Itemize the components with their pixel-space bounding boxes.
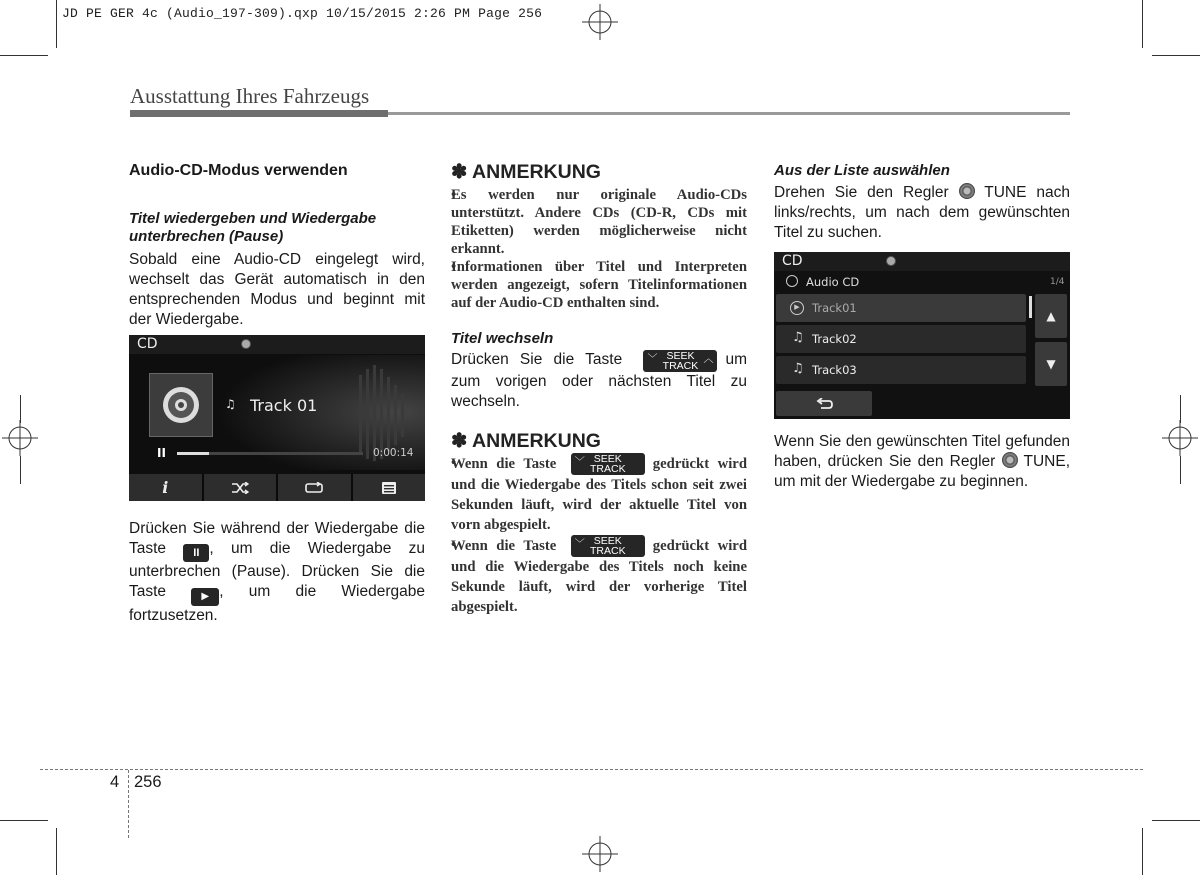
intro-paragraph: Sobald eine Audio-CD eingelegt wird, wechselt das Gerät automatisch in den entsprechenden Modus und beginnt mit der Wiedergabe. — [129, 251, 425, 328]
column-left — [129, 162, 425, 330]
seek-track-down-key-icon: ﹀ SEEK TRACK — [571, 453, 645, 475]
tune-knob-icon — [1002, 452, 1018, 468]
play-key-icon: ▶ — [191, 588, 219, 606]
change-track-paragraph — [451, 350, 747, 412]
album-art — [149, 373, 213, 437]
note-text: Wenn die Taste — [451, 538, 557, 554]
header-rule-accent — [130, 110, 388, 117]
disc-status-icon — [241, 339, 251, 349]
registration-mark-icon — [582, 836, 618, 872]
found-text-end: TUNE, um mit der Wiedergabe zu beginnen. — [774, 453, 1070, 490]
registration-mark-icon — [582, 4, 618, 40]
music-note-icon: ♫ — [225, 397, 236, 411]
list-button[interactable] — [353, 474, 426, 501]
crop-mark — [56, 828, 57, 875]
crop-mark — [1142, 828, 1143, 875]
note-text: Wenn die Taste — [451, 456, 557, 472]
track-list-screen — [774, 252, 1070, 419]
list-icon — [382, 482, 396, 494]
crop-mark — [1180, 456, 1181, 484]
repeat-icon — [304, 482, 324, 494]
music-note-icon: ♫ — [792, 330, 804, 345]
list-text-start: Drehen Sie den Regler — [774, 184, 949, 201]
chapter-number: 4 — [110, 773, 120, 791]
footer-divider — [128, 770, 129, 838]
note-list — [451, 453, 747, 617]
seek-label: SEEK — [593, 453, 622, 465]
crop-mark — [1152, 820, 1200, 821]
found-text-start: Wenn Sie den gewünschten Titel gefunden haben, drücken Sie den Regler — [774, 433, 1070, 470]
note-list — [451, 186, 747, 312]
crop-mark — [0, 55, 48, 56]
back-arrow-icon — [815, 398, 833, 410]
pause-text-start: Drücken Sie während der Wiedergabe die Taste — [129, 520, 425, 557]
play-icon: ▶ — [790, 301, 804, 315]
crop-mark — [1152, 55, 1200, 56]
track-row[interactable] — [776, 356, 1026, 384]
seek-label: SEEK — [593, 535, 622, 547]
pause-text-middle: , um die Wiedergabe zu unterbrechen (Pause). Drücken Sie die Taste — [129, 540, 425, 600]
scrollbar-thumb[interactable] — [1029, 296, 1032, 318]
track-label: TRACK — [662, 360, 699, 372]
track-label: Track01 — [812, 301, 857, 315]
info-button[interactable] — [129, 474, 202, 501]
mode-label: CD — [137, 336, 158, 352]
disc-icon — [786, 275, 798, 287]
crop-mark — [0, 820, 48, 821]
subheading-change-track: Titel wechseln — [451, 330, 554, 347]
footer-rule — [40, 769, 1143, 770]
music-note-icon: ♫ — [792, 361, 804, 376]
crop-mark — [1142, 0, 1143, 48]
list-text-end: TUNE nach links/rechts, um nach dem gewünschten Titel zu suchen. — [774, 184, 1070, 241]
seek-track-down-key-icon: ﹀ SEEK TRACK — [571, 535, 645, 557]
note-item — [451, 535, 747, 617]
seek-label: SEEK — [666, 350, 695, 362]
change-text-end: um zum vorigen oder nächsten Titel zu wechseln. — [451, 351, 747, 410]
column-right — [774, 162, 1070, 243]
arrow-up-icon: ▲ — [1046, 309, 1056, 323]
seek-track-key-icon: ﹀ SEEK TRACK ︿ — [643, 350, 717, 372]
registration-mark-icon — [2, 420, 38, 456]
crop-mark — [1180, 395, 1181, 423]
note-item: • Informationen über Titel und Interpreten werden angezeigt, sofern Titelinformationen auf der Audio-CD enthalten sind. — [451, 258, 747, 312]
shuffle-icon — [231, 482, 249, 494]
elapsed-time: 0:00:14 — [373, 447, 414, 459]
track-label: Track03 — [812, 363, 857, 377]
track-label: Track02 — [812, 332, 857, 346]
tune-knob-icon — [959, 183, 975, 199]
heading-audio-cd: Audio-CD-Modus verwenden — [129, 162, 348, 179]
track-label: TRACK — [589, 545, 626, 557]
shuffle-button[interactable] — [204, 474, 277, 501]
pause-paragraph — [129, 519, 425, 626]
note-item: • Es werden nur originale Audio-CDs unterstützt. Andere CDs (CD-R, CDs mit Etiketten) werden möglicherweise nicht erkannt. — [451, 186, 747, 258]
column-middle — [451, 160, 747, 617]
progress-track[interactable] — [177, 452, 363, 455]
note-text: gedrückt wird und die Wiedergabe des Titels noch keine Sekunde läuft, wird der vorherige Titel abgespielt. — [451, 538, 747, 615]
note-item — [451, 453, 747, 535]
crop-mark — [20, 456, 21, 484]
registration-mark-icon — [1162, 420, 1198, 456]
note-title: ✽ ANMERKUNG — [451, 161, 601, 183]
arrow-down-icon: ▼ — [1046, 357, 1056, 371]
print-slug: JD PE GER 4c (Audio_197-309).qxp 10/15/2015 2:26 PM Page 256 — [62, 6, 543, 21]
scroll-down-button[interactable] — [1035, 342, 1067, 386]
subheading-list-select: Aus der Liste auswählen — [774, 162, 950, 179]
track-label: TRACK — [589, 463, 626, 475]
back-button[interactable] — [776, 391, 872, 416]
track-row-selected[interactable] — [776, 294, 1026, 322]
crop-mark — [56, 0, 57, 48]
change-text-start: Drücken Sie die Taste — [451, 351, 623, 368]
crop-mark — [20, 395, 21, 423]
info-icon: i — [162, 478, 169, 497]
mode-label: CD — [782, 253, 803, 269]
pause-icon[interactable]: II — [157, 446, 166, 460]
page-number: 256 — [134, 773, 162, 791]
scroll-up-button[interactable] — [1035, 294, 1067, 338]
track-title: Track 01 — [250, 396, 318, 415]
subheading-play-pause: Titel wiedergeben und Wiedergabe unterbrechen (Pause) — [129, 210, 377, 245]
note-title: ✽ ANMERKUNG — [451, 430, 601, 452]
track-row[interactable] — [776, 325, 1026, 353]
pause-text-end: , um die Wiedergabe fortzusetzen. — [129, 583, 425, 624]
list-select-paragraph — [774, 183, 1070, 243]
disc-status-icon — [886, 256, 896, 266]
progress-fill — [177, 452, 209, 455]
pause-key-icon: II — [183, 544, 209, 562]
cd-disc-icon — [150, 374, 212, 436]
source-label: Audio CD — [806, 275, 860, 289]
cd-playback-screen — [129, 335, 425, 501]
found-track-paragraph — [774, 432, 1070, 492]
track-counter: 1/4 — [1050, 277, 1065, 287]
section-title: Ausstattung Ihres Fahrzeugs — [130, 84, 370, 108]
note-text: gedrückt wird und die Wiedergabe des Titels schon seit zwei Sekunden läuft, wird der aktuelle Titel von vorn abgespielt. — [451, 456, 747, 533]
repeat-button[interactable] — [278, 474, 351, 501]
